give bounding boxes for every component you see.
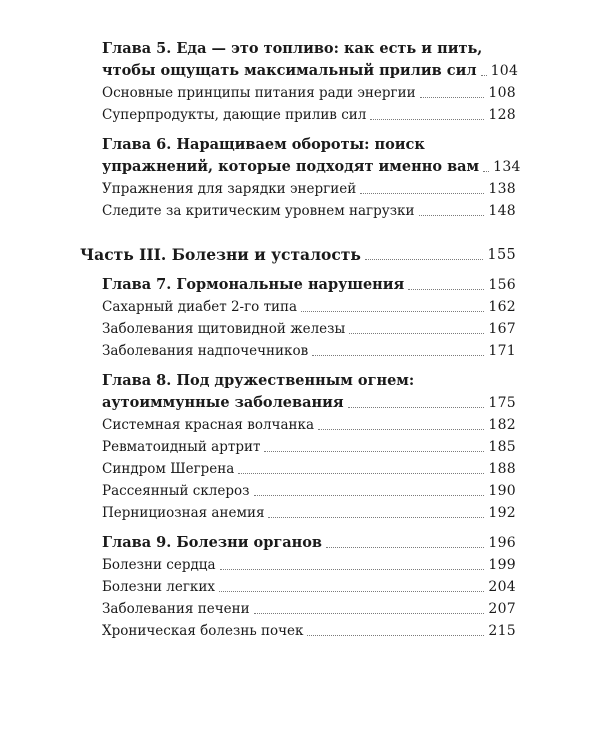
section-page: 204 xyxy=(488,579,516,595)
toc-entry[interactable] xyxy=(80,200,516,222)
section-page: 138 xyxy=(488,181,516,197)
section-page: 171 xyxy=(488,343,516,359)
dot-leader xyxy=(348,407,485,408)
toc-entry[interactable] xyxy=(80,620,516,642)
chapter-8-label: Глава 8. xyxy=(102,372,172,389)
chapter-7-title-wrap xyxy=(102,274,404,296)
dot-leader xyxy=(419,215,485,216)
section-page: 207 xyxy=(488,601,516,617)
section-title: Сахарный диабет 2-го типа xyxy=(102,299,298,315)
toc-entry[interactable] xyxy=(80,414,516,436)
dot-leader xyxy=(264,451,484,452)
dot-leader xyxy=(349,333,484,334)
toc-entry[interactable] xyxy=(80,318,516,340)
section-title: Основные принципы питания ради энергии xyxy=(102,85,416,101)
toc-entry[interactable] xyxy=(80,296,516,318)
toc-entry[interactable] xyxy=(80,82,516,104)
dot-leader xyxy=(307,635,484,636)
chapter-6-page: 134 xyxy=(493,159,521,175)
chapter-5-label: Глава 5. xyxy=(102,40,172,57)
chapter-5-page: 104 xyxy=(490,63,519,79)
chapter-6-heading-line1[interactable] xyxy=(80,134,516,156)
section-title: Заболевания надпочечников xyxy=(102,343,309,359)
section-page: 185 xyxy=(488,439,516,455)
section-page: 192 xyxy=(488,505,516,521)
chapter-8-heading-line2[interactable] xyxy=(80,392,516,414)
section-title: Заболевания щитовидной железы xyxy=(102,321,346,337)
chapter-7-heading[interactable] xyxy=(80,274,516,296)
dot-leader xyxy=(318,429,484,430)
section-title: Системная красная волчанка xyxy=(102,417,315,433)
dot-leader xyxy=(326,547,484,548)
toc-entry[interactable] xyxy=(80,436,516,458)
chapter-5-title-line2: чтобы ощущать максимальный прилив сил xyxy=(102,62,477,79)
chapter-5-heading-line1[interactable] xyxy=(80,38,516,60)
dot-leader xyxy=(420,97,485,98)
chapter-9-heading[interactable] xyxy=(80,532,516,554)
chapter-6-label: Глава 6. xyxy=(102,136,172,153)
section-page: 167 xyxy=(488,321,516,337)
section-page: 215 xyxy=(488,623,516,639)
section-page: 108 xyxy=(488,85,516,101)
dot-leader xyxy=(370,119,484,120)
chapter-7-title: Гормональные нарушения xyxy=(176,276,405,293)
toc-entry[interactable] xyxy=(80,576,516,598)
dot-leader xyxy=(312,355,484,356)
chapter-9-title: Болезни органов xyxy=(176,534,322,551)
part-3-heading[interactable] xyxy=(80,244,516,266)
chapter-6-title-line2: упражнений, которые подходят именно вам xyxy=(102,158,480,175)
section-page: 182 xyxy=(488,417,516,433)
dot-leader xyxy=(254,495,485,496)
section-page: 162 xyxy=(488,299,516,315)
chapter-9-title-wrap xyxy=(102,532,322,554)
dot-leader xyxy=(483,171,489,172)
section-page: 188 xyxy=(488,461,516,477)
dot-leader xyxy=(408,289,484,290)
dot-leader xyxy=(238,473,484,474)
toc-entry[interactable] xyxy=(80,340,516,362)
toc-entry[interactable] xyxy=(80,480,516,502)
chapter-8-title-line1: Под дружественным огнем: xyxy=(176,372,415,389)
chapter-5-heading-line2[interactable] xyxy=(80,60,519,82)
section-title: Болезни сердца xyxy=(102,557,216,573)
table-of-contents xyxy=(80,38,521,642)
toc-entry[interactable] xyxy=(80,178,516,200)
part-3-title: Часть III. Болезни и усталость xyxy=(80,245,361,264)
section-page: 190 xyxy=(488,483,516,499)
section-page: 128 xyxy=(488,107,516,123)
chapter-8-title-line2: аутоиммунные заболевания xyxy=(102,394,344,411)
dot-leader xyxy=(301,311,484,312)
dot-leader xyxy=(219,591,484,592)
chapter-7-page: 156 xyxy=(488,277,516,293)
chapter-9-label: Глава 9. xyxy=(102,534,172,551)
toc-entry[interactable] xyxy=(80,502,516,524)
dot-leader xyxy=(220,569,485,570)
section-page: 199 xyxy=(488,557,516,573)
section-title: Болезни легких xyxy=(102,579,215,595)
dot-leader xyxy=(254,613,485,614)
dot-leader xyxy=(268,517,484,518)
section-page: 148 xyxy=(488,203,516,219)
chapter-8-heading-line1[interactable] xyxy=(80,370,516,392)
section-title: Рассеянный склероз xyxy=(102,483,250,499)
toc-entry[interactable] xyxy=(80,104,516,126)
chapter-9-page: 196 xyxy=(488,535,516,551)
section-title: Упражнения для зарядки энергией xyxy=(102,181,357,197)
chapter-7-label: Глава 7. xyxy=(102,276,172,293)
dot-leader xyxy=(365,259,483,260)
chapter-6-title-line1: Наращиваем обороты: поиск xyxy=(176,136,425,153)
section-title: Синдром Шегрена xyxy=(102,461,235,477)
dot-leader xyxy=(360,193,484,194)
part-3-page: 155 xyxy=(487,247,516,263)
chapter-8-page: 175 xyxy=(488,395,516,411)
section-title: Пернициозная анемия xyxy=(102,505,265,521)
chapter-5-title-line1: Еда — это топливо: как есть и пить, xyxy=(176,40,483,57)
chapter-6-heading-line2[interactable] xyxy=(80,156,521,178)
dot-leader xyxy=(481,75,487,76)
section-title: Хроническая болезнь почек xyxy=(102,623,304,639)
section-title: Заболевания печени xyxy=(102,601,250,617)
section-title: Ревматоидный артрит xyxy=(102,439,261,455)
section-title: Следите за критическим уровнем нагрузки xyxy=(102,203,415,219)
section-title: Суперпродукты, дающие прилив сил xyxy=(102,107,367,123)
toc-entry[interactable] xyxy=(80,598,516,620)
toc-entry[interactable] xyxy=(80,458,516,480)
toc-entry[interactable] xyxy=(80,554,516,576)
